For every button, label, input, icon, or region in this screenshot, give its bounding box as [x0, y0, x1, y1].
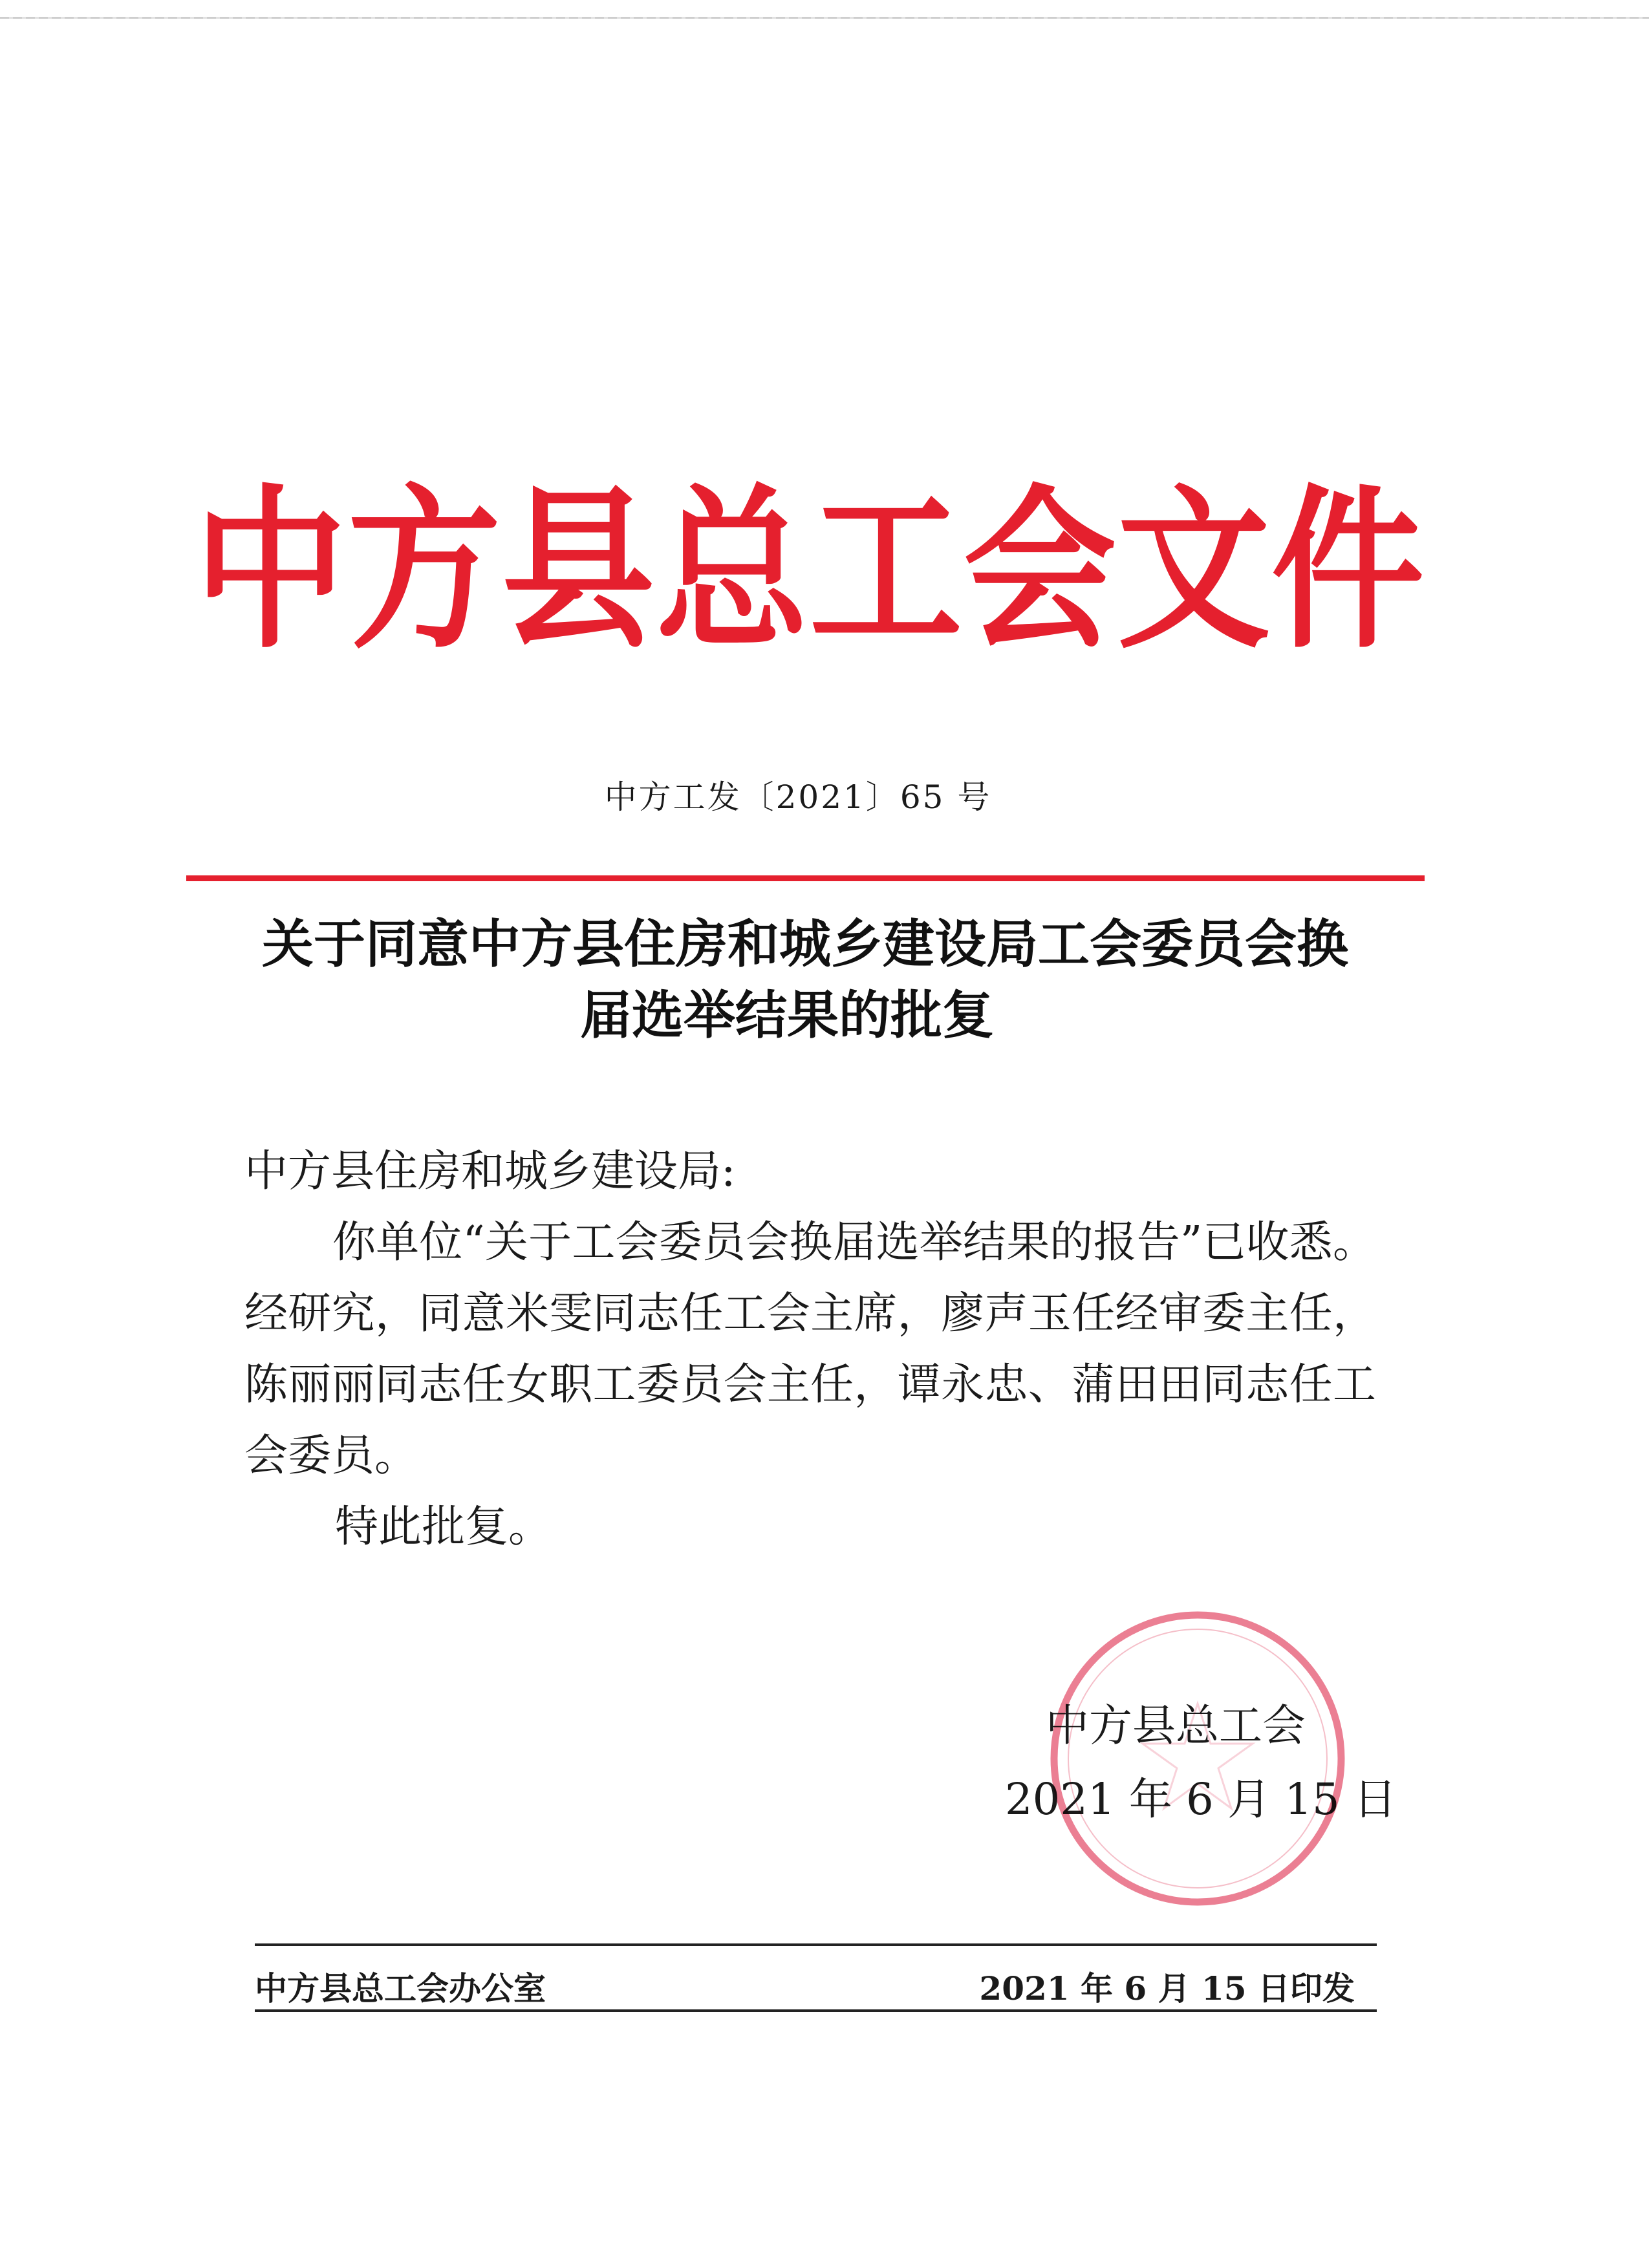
footer-top-rule	[255, 1943, 1377, 1946]
signature-organization: 中方县总工会	[1046, 1700, 1306, 1751]
addressee: 中方县住房和城乡建设局:	[244, 1146, 736, 1196]
body-line-1: 你单位“关于工会委员会换届选举结果的报告”已收悉。	[332, 1217, 1376, 1267]
footer-issuer: 中方县总工会办公室	[255, 1969, 546, 2007]
signature-date: 2021 年 6 月 15 日	[1005, 1774, 1397, 1824]
document-number: 中方工发〔2021〕65 号	[604, 778, 992, 816]
document-title-line-2: 届选举结果的批复	[580, 985, 994, 1045]
closing-remark: 特此批复。	[335, 1501, 552, 1552]
official-seal	[1046, 1607, 1350, 1910]
scan-edge-line	[0, 17, 1649, 19]
document-header-title: 中方县总工会文件	[194, 467, 1426, 672]
footer-issue-date: 2021 年 6 月 15 日印发	[979, 1969, 1355, 2007]
body-line-3: 陈丽丽同志任女职工委员会主任，谭永忠、蒲田田同志任工	[244, 1359, 1376, 1409]
document-title-line-1: 关于同意中方县住房和城乡建设局工会委员会换	[262, 914, 1348, 974]
red-separator-line	[186, 875, 1425, 881]
body-line-4: 会委员。	[244, 1430, 418, 1481]
footer-bottom-rule	[255, 2009, 1377, 2012]
body-line-2: 经研究，同意米雯同志任工会主席，廖声玉任经审委主任，	[244, 1288, 1376, 1338]
